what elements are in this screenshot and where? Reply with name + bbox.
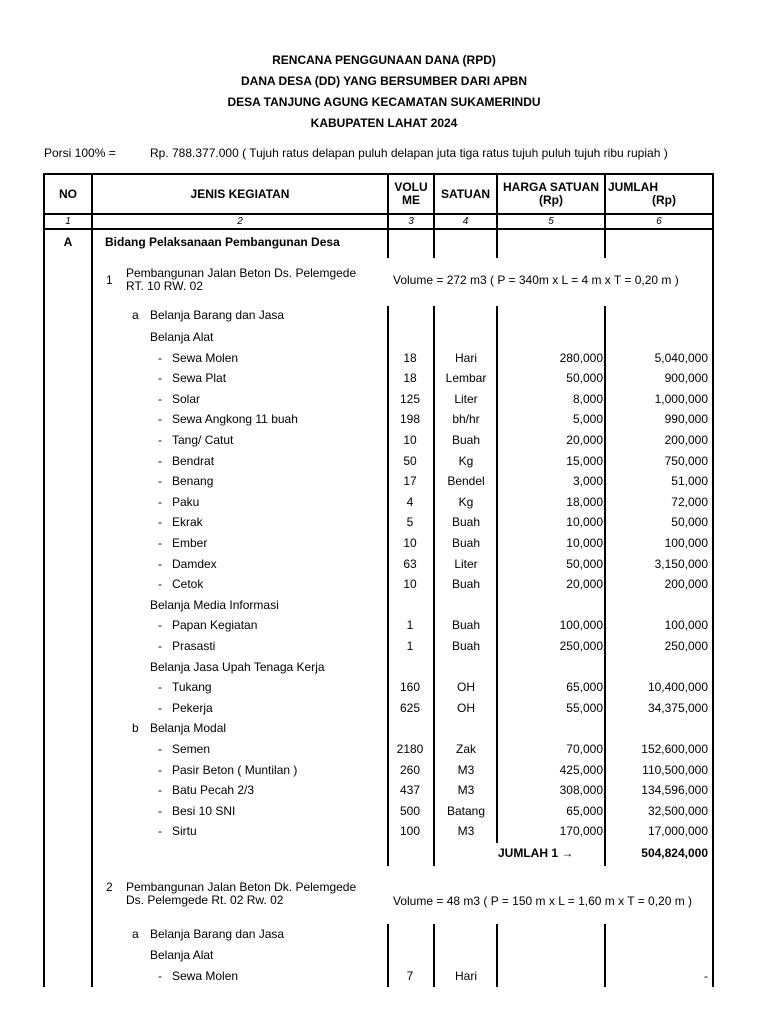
item-unit-price: 50,000 — [566, 556, 603, 571]
item-volume: 1 — [406, 618, 414, 633]
item-unit: Buah — [451, 577, 481, 592]
item-unit-price: 8,000 — [572, 391, 603, 406]
item-volume: 4 — [406, 494, 414, 509]
activity-1-volume-note: Volume = 272 m3 ( P = 340m x L = 4 m x T = 0,20 m ) — [393, 273, 679, 287]
item-name: Sewa Molen — [172, 968, 239, 983]
table-subheading-row — [0, 598, 768, 618]
activity-1-group-a-letter: a — [132, 308, 139, 322]
table-row — [0, 618, 768, 638]
item-name: Cetok — [172, 577, 204, 592]
bullet-dash: - — [158, 968, 162, 983]
table-row — [0, 454, 768, 474]
item-name: Pasir Beton ( Muntilan ) — [172, 762, 298, 777]
table-row — [0, 804, 768, 824]
item-unit: M3 — [457, 824, 475, 839]
item-unit-price: 425,000 — [559, 762, 603, 777]
activity-1-no: 1 — [106, 273, 113, 287]
item-unit-price: 20,000 — [566, 433, 603, 447]
item-total: 250,000 — [664, 639, 708, 653]
header-satuan: SATUAN — [440, 187, 491, 201]
bullet-dash: - — [158, 412, 162, 427]
header-volume: VOLU ME — [394, 180, 428, 207]
item-name: Sewa Plat — [172, 371, 227, 386]
bullet-dash: - — [158, 433, 162, 447]
item-total: 200,000 — [664, 433, 708, 447]
item-name: Batu Pecah 2/3 — [172, 783, 255, 798]
item-unit: Buah — [451, 433, 481, 447]
item-unit: M3 — [457, 783, 475, 798]
item-total: 51,000 — [671, 474, 708, 489]
item-unit-price: 3,000 — [572, 474, 603, 489]
table-row — [0, 536, 768, 556]
item-total: 17,000,000 — [647, 824, 708, 839]
item-name: Sirtu — [172, 824, 197, 839]
col-number-3: 3 — [408, 216, 414, 227]
item-unit: bh/hr — [452, 412, 480, 427]
item-unit: Kg — [458, 494, 474, 509]
table-row — [0, 577, 768, 597]
table-row — [0, 351, 768, 371]
bullet-dash: - — [158, 680, 162, 695]
col-number-5: 5 — [548, 216, 554, 227]
group-b-label: Belanja Modal — [150, 721, 227, 736]
item-total: 3,150,000 — [654, 556, 708, 571]
table-row — [0, 412, 768, 432]
activity-1-total-value: 504,824,000 — [641, 846, 708, 860]
item-volume: 18 — [403, 350, 417, 365]
item-total: 110,500,000 — [642, 762, 708, 777]
bullet-dash: - — [158, 803, 162, 818]
bullet-dash: - — [158, 453, 162, 468]
bullet-dash: - — [158, 494, 162, 509]
item-name: Tang/ Catut — [172, 433, 234, 447]
table-row — [0, 474, 768, 494]
table-row — [0, 392, 768, 412]
bullet-dash: - — [158, 371, 162, 386]
item-volume: 437 — [399, 783, 421, 798]
item-unit-price: 10,000 — [566, 515, 603, 530]
bullet-dash: - — [158, 556, 162, 571]
bullet-dash: - — [158, 742, 162, 756]
bullet-dash: - — [158, 783, 162, 798]
table-row — [0, 639, 768, 659]
table-subheading-row — [0, 948, 768, 968]
item-volume: 260 — [399, 762, 421, 777]
bullet-dash: - — [158, 536, 162, 550]
item-unit: Hari — [454, 968, 477, 983]
bullet-dash: - — [158, 824, 162, 839]
item-unit-price: 65,000 — [566, 680, 603, 695]
item-total: 5,040,000 — [654, 350, 708, 365]
table-row — [0, 969, 768, 989]
item-name: Ember — [172, 536, 208, 550]
item-total: 100,000 — [664, 536, 708, 550]
item-volume: 10 — [403, 536, 417, 550]
item-volume: 7 — [406, 968, 414, 983]
table-row — [0, 515, 768, 535]
item-name: Pekerja — [172, 700, 213, 715]
activity-1-group-a-label: Belanja Barang dan Jasa — [150, 308, 285, 322]
item-total: 32,500,000 — [647, 803, 708, 818]
item-unit-price: 55,000 — [566, 700, 603, 715]
header-harga-satuan: HARGA SATUAN (Rp) — [503, 180, 599, 207]
item-unit: Buah — [451, 536, 481, 550]
bullet-dash: - — [158, 639, 162, 653]
col-number-6: 6 — [656, 216, 662, 227]
item-volume: 100 — [399, 824, 421, 839]
porsi-label: Porsi 100% = — [44, 146, 116, 160]
item-volume: 2180 — [396, 742, 424, 756]
item-name: Bendrat — [172, 453, 215, 468]
item-volume: 5 — [406, 515, 414, 530]
activity-2-volume-note: Volume = 48 m3 ( P = 150 m x L = 1,60 m x T = 0,20 m ) — [393, 894, 693, 908]
item-unit-price: 50,000 — [566, 371, 603, 386]
sub-category-label: Belanja Media Informasi — [150, 597, 279, 612]
item-unit-price: 250,000 — [559, 639, 603, 653]
header-jenis-kegiatan: JENIS KEGIATAN — [190, 187, 290, 201]
item-unit-price: 100,000 — [559, 618, 603, 633]
item-unit: Liter — [454, 391, 478, 406]
item-name: Damdex — [172, 556, 217, 571]
activity-2-title: Pembangunan Jalan Beton Dk. Pelemgede Ds. Pelemgede Rt. 02 Rw. 02 — [126, 880, 357, 907]
item-total: 200,000 — [664, 577, 708, 592]
header-no: NO — [59, 187, 77, 201]
table-subheading-row — [0, 330, 768, 350]
item-unit: Kg — [458, 453, 474, 468]
table-row — [0, 783, 768, 803]
item-name: Papan Kegiatan — [172, 618, 258, 633]
item-unit: Lembar — [445, 371, 487, 386]
item-volume: 160 — [399, 680, 421, 695]
item-name: Semen — [172, 742, 211, 756]
item-volume: 198 — [399, 412, 421, 427]
item-total: 72,000 — [671, 494, 708, 509]
item-unit: Buah — [451, 515, 481, 530]
item-unit: Batang — [446, 803, 486, 818]
item-unit-price: 170,000 — [559, 824, 603, 839]
header-jumlah: JUMLAH (Rp) — [608, 180, 676, 207]
item-total: - — [704, 968, 708, 983]
bullet-dash: - — [158, 350, 162, 365]
item-unit: Zak — [455, 742, 476, 756]
item-name: Sewa Molen — [172, 350, 239, 365]
table-row — [0, 701, 768, 721]
item-unit: Bendel — [447, 474, 485, 489]
activity-2-no: 2 — [106, 880, 113, 894]
item-unit: OH — [457, 700, 475, 715]
item-unit-price: 70,000 — [566, 742, 603, 756]
item-volume: 1 — [406, 639, 414, 653]
item-unit: OH — [457, 680, 475, 695]
item-name: Solar — [172, 391, 201, 406]
activity-2-group-a-letter: a — [132, 927, 139, 941]
bullet-dash: - — [158, 391, 162, 406]
item-name: Tukang — [172, 680, 212, 695]
item-name: Sewa Angkong 11 buah — [172, 412, 298, 427]
item-unit-price: 280,000 — [559, 350, 603, 365]
item-total: 50,000 — [671, 515, 708, 530]
sub-category-label: Belanja Alat — [150, 948, 214, 962]
item-name: Paku — [172, 494, 200, 509]
doc-title-line-1: RENCANA PENGGUNAAN DANA (RPD) — [272, 53, 496, 67]
section-title: Bidang Pelaksanaan Pembangunan Desa — [105, 235, 340, 249]
item-unit: Buah — [451, 618, 481, 633]
item-unit: Hari — [454, 350, 477, 365]
item-volume: 63 — [403, 556, 417, 571]
item-total: 34,375,000 — [647, 700, 708, 715]
item-name: Besi 10 SNI — [172, 803, 236, 818]
table-row — [0, 433, 768, 453]
item-name: Prasasti — [172, 639, 216, 653]
table-row — [0, 371, 768, 391]
item-volume: 125 — [399, 391, 421, 406]
item-total: 134,596,000 — [641, 783, 708, 798]
table-subheading-row — [0, 721, 768, 741]
group-b-letter: b — [132, 721, 139, 736]
col-number-2: 2 — [237, 216, 243, 227]
table-row — [0, 495, 768, 515]
col-number-4: 4 — [462, 216, 469, 227]
item-unit-price: 308,000 — [559, 783, 603, 798]
item-unit: Liter — [454, 556, 478, 571]
doc-title-line-3: DESA TANJUNG AGUNG KECAMATAN SUKAMERINDU — [227, 95, 541, 109]
bullet-dash: - — [158, 474, 162, 489]
activity-1-title: Pembangunan Jalan Beton Ds. Pelemgede RT. 10 RW. 02 — [126, 266, 357, 293]
item-name: Ekrak — [172, 515, 203, 530]
item-name: Benang — [172, 474, 214, 489]
item-unit-price: 15,000 — [566, 453, 603, 468]
table-row — [0, 742, 768, 762]
item-volume: 10 — [403, 433, 417, 447]
item-total: 100,000 — [664, 618, 708, 633]
bullet-dash: - — [158, 515, 162, 530]
item-total: 152,600,000 — [641, 742, 708, 756]
item-unit-price: 20,000 — [566, 577, 603, 592]
item-unit-price: 18,000 — [566, 494, 603, 509]
col-number-1: 1 — [65, 216, 71, 227]
doc-title-line-4: KABUPATEN LAHAT 2024 — [310, 116, 458, 130]
table-subheading-row — [0, 660, 768, 680]
item-volume: 500 — [399, 803, 421, 818]
item-unit-price: 65,000 — [566, 803, 603, 818]
activity-2-group-a-label: Belanja Barang dan Jasa — [150, 927, 285, 941]
porsi-value: Rp. 788.377.000 ( Tujuh ratus delapan puluh delapan juta tiga ratus tujuh puluh tujuh ribu rupiah ) — [150, 146, 668, 160]
item-volume: 18 — [403, 371, 417, 386]
item-unit: M3 — [457, 762, 475, 777]
item-unit: Buah — [451, 639, 481, 653]
doc-title-line-2: DANA DESA (DD) YANG BERSUMBER DARI APBN — [240, 74, 528, 88]
item-volume: 10 — [403, 577, 417, 592]
sub-category-label: Belanja Alat — [150, 330, 214, 344]
activity-1-total-label: JUMLAH 1 → — [498, 846, 574, 860]
item-total: 750,000 — [664, 453, 708, 468]
item-total: 10,400,000 — [647, 680, 708, 695]
item-volume: 50 — [403, 453, 417, 468]
table-row — [0, 763, 768, 783]
item-unit-price: 5,000 — [572, 412, 603, 427]
table-row — [0, 557, 768, 577]
table-row — [0, 824, 768, 844]
item-total: 900,000 — [664, 371, 708, 386]
item-volume: 625 — [399, 700, 421, 715]
item-unit-price: 10,000 — [566, 536, 603, 550]
bullet-dash: - — [158, 700, 162, 715]
bullet-dash: - — [158, 618, 162, 633]
item-total: 990,000 — [664, 412, 708, 427]
bullet-dash: - — [158, 577, 162, 592]
sub-category-label: Belanja Jasa Upah Tenaga Kerja — [150, 659, 325, 674]
bullet-dash: - — [158, 762, 162, 777]
section-no: A — [63, 235, 73, 249]
table-row — [0, 680, 768, 700]
item-total: 1,000,000 — [654, 391, 708, 406]
item-volume: 17 — [403, 474, 417, 489]
